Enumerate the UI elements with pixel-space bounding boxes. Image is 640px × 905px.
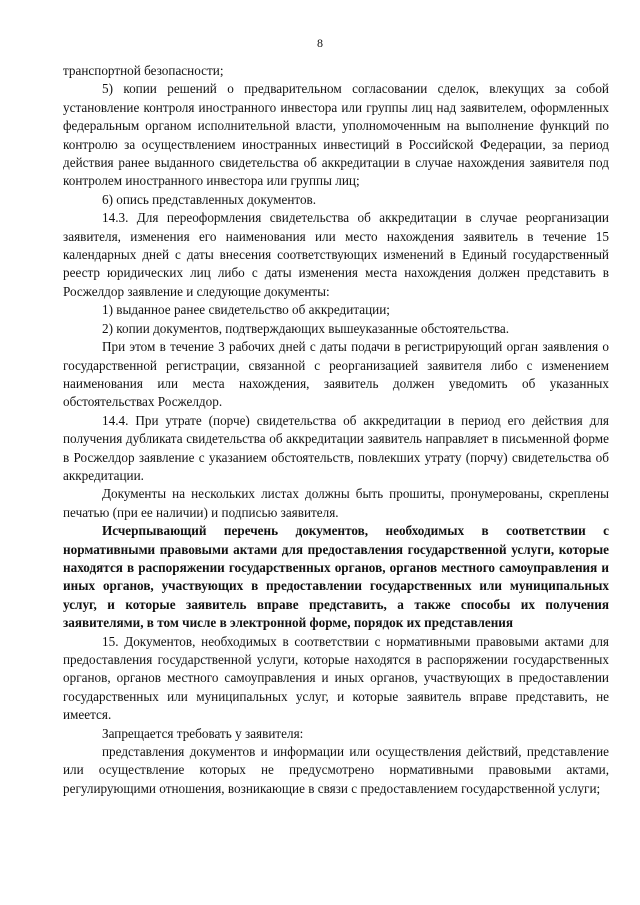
paragraph: представления документов и информации или осуществления действий, представление или осуществление которых не предусмотрено нормативными правовыми актами, регулирующими отношения, возникающие в связи с предоставлением государственной услуги; bbox=[63, 744, 609, 796]
document-body bbox=[63, 62, 609, 798]
paragraph: 6) опись представленных документов. bbox=[102, 191, 317, 207]
paragraph: Запрещается требовать у заявителя: bbox=[102, 725, 304, 741]
paragraph: транспортной безопасности; bbox=[63, 63, 224, 78]
paragraph: Документы на нескольких листах должны быть прошиты, пронумерованы, скреплены печатью (при ее наличии) и подписью заявителя. bbox=[63, 486, 609, 520]
paragraph: 15. Документов, необходимых в соответствии с нормативными правовыми актами для предоставления государственной услуги, которые находятся в распоряжении государственных органов, органов местного самоуправления и иных органов, участвующих в предоставлении государственных или муниципальных услуг, и которые заявитель вправе представить, не имеется. bbox=[63, 633, 609, 723]
paragraph: При этом в течение 3 рабочих дней с даты подачи в регистрирующий орган заявления о государственной регистрации, связанной с реорганизацией заявителя либо с изменением наименования или места нахождения, заявитель должен уведомить об указанных обстоятельствах Росжелдор. bbox=[63, 339, 609, 410]
page-number: 8 bbox=[317, 36, 323, 50]
paragraph: 14.4. При утрате (порче) свидетельства об аккредитации в период его действия для получения дубликата свидетельства об аккредитации заявитель направляет в письменной форме в Росжелдор заявление с указанием обстоятельств, повлекших утрату (порчу) свидетельства об аккредитации. bbox=[63, 412, 609, 483]
paragraph: 5) копии решений о предварительном согласовании сделок, влекущих за собой установление контроля иностранного инвестора или группы лиц над заявителем, оформленных федеральным органом исполнительной власти, уполномоченным на выполнение функций по контролю за осуществлением иностранных инвестиций в Российской Федерации, за период действия ранее выданного свидетельства об аккредитации в случае нахождения заявителя под контролем иностранного инвестора или группы лиц; bbox=[63, 81, 609, 189]
paragraph: 2) копии документов, подтверждающих вышеуказанные обстоятельства. bbox=[102, 320, 510, 336]
paragraph: 14.3. Для переоформления свидетельства об аккредитации в случае реорганизации заявителя, изменения его наименования или место нахождения заявитель в течение 15 календарных дней с даты внесения соответствующих изменений в Единый государственный реестр юридических лиц либо с даты изменения места нахождения должен представить в Росжелдор заявление и следующие документы: bbox=[63, 210, 609, 299]
section-heading: Исчерпывающий перечень документов, необходимых в соответствии с нормативными правовыми актами для предоставления государственной услуги, которые находятся в распоряжении государственных органов, органов местного самоуправления и иных органов, участвующих в предоставлении государственных или муниципальных услуг, и которые заявитель вправе представить, а также способы их получения заявителями, в том числе в электронной форме, порядок их представления bbox=[63, 523, 609, 631]
paragraph: 1) выданное ранее свидетельство об аккредитации; bbox=[102, 302, 390, 318]
